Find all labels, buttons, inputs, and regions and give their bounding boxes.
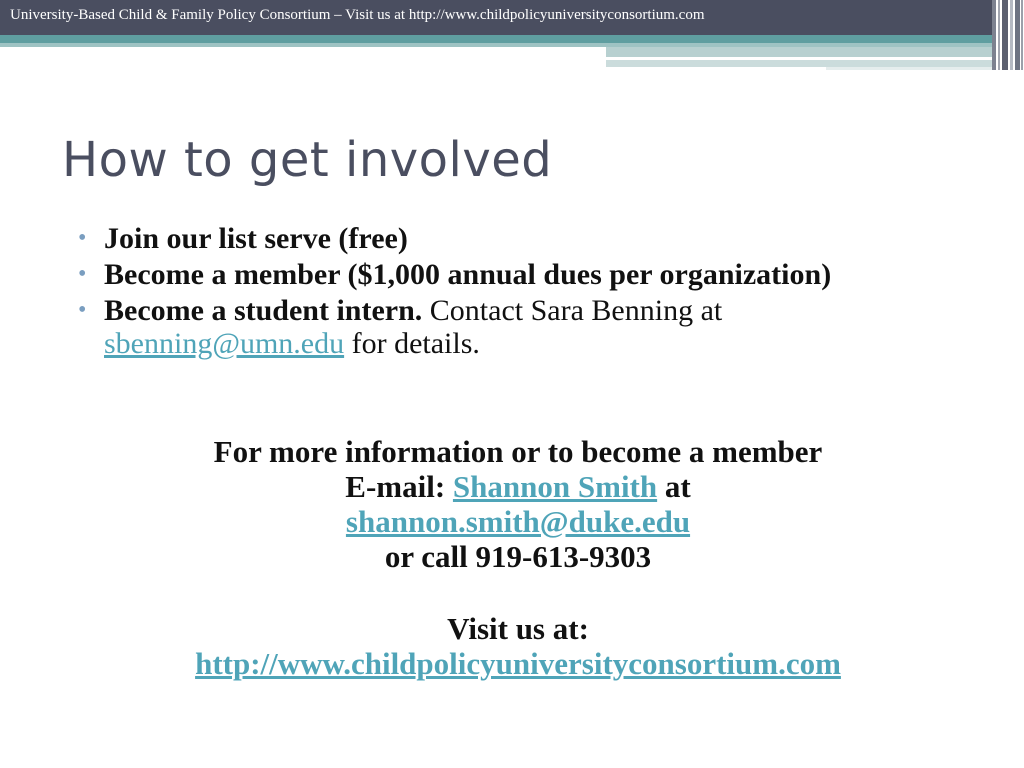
stripe <box>992 0 996 70</box>
header-banner-text: University-Based Child & Family Policy Consortium – Visit us at http://www.childpolicyuniversityconsortium.com <box>10 7 705 23</box>
decorative-line <box>606 60 992 67</box>
shannon-smith-link[interactable]: Shannon Smith <box>452 469 658 504</box>
teal-band <box>0 35 992 43</box>
contact-block <box>40 434 996 681</box>
bullet-dot-icon: • <box>78 261 87 287</box>
bullet-text-bold: Become a member ($1,000 annual dues per organization) <box>104 258 832 291</box>
stripe <box>1021 0 1023 70</box>
email-line <box>40 469 996 504</box>
slide-title: How to get involved <box>62 132 553 188</box>
email-at: at <box>657 469 691 504</box>
decorative-line <box>606 47 992 57</box>
stripe <box>998 0 1000 70</box>
list-item <box>76 222 956 255</box>
visit-label: Visit us at: <box>447 611 589 646</box>
stripe <box>1010 0 1013 70</box>
bullet-text-bold: Become a student intern. <box>104 294 423 327</box>
contact-heading: For more information or to become a member <box>213 434 823 469</box>
website-link[interactable]: http://www.childpolicyuniversityconsortium.com <box>195 646 841 681</box>
visit-url-line <box>40 646 996 681</box>
email-address-link[interactable]: shannon.smith@duke.edu <box>345 504 691 539</box>
email-prefix: E-mail: <box>345 469 453 504</box>
list-item <box>76 258 956 291</box>
list-item <box>76 294 956 360</box>
header-bar <box>0 0 992 35</box>
email-address-line <box>40 504 996 539</box>
bullet-text-bold: Join our list serve (free) <box>104 222 408 255</box>
bullet-dot-icon: • <box>78 225 87 251</box>
bullet-text-after: for details. <box>344 327 480 360</box>
vertical-stripes <box>992 0 1024 70</box>
stripe <box>1015 0 1020 70</box>
bullet-text-plain: Contact Sara Benning at <box>422 294 723 327</box>
email-link-sbenning[interactable]: sbenning@umn.edu <box>104 327 345 360</box>
bullet-dot-icon: • <box>78 297 87 323</box>
spacer <box>40 574 996 611</box>
phone-line: or call 919-613-9303 <box>384 539 652 574</box>
bullet-list <box>76 222 956 363</box>
stripe <box>1002 0 1008 70</box>
decorative-line <box>826 67 992 70</box>
